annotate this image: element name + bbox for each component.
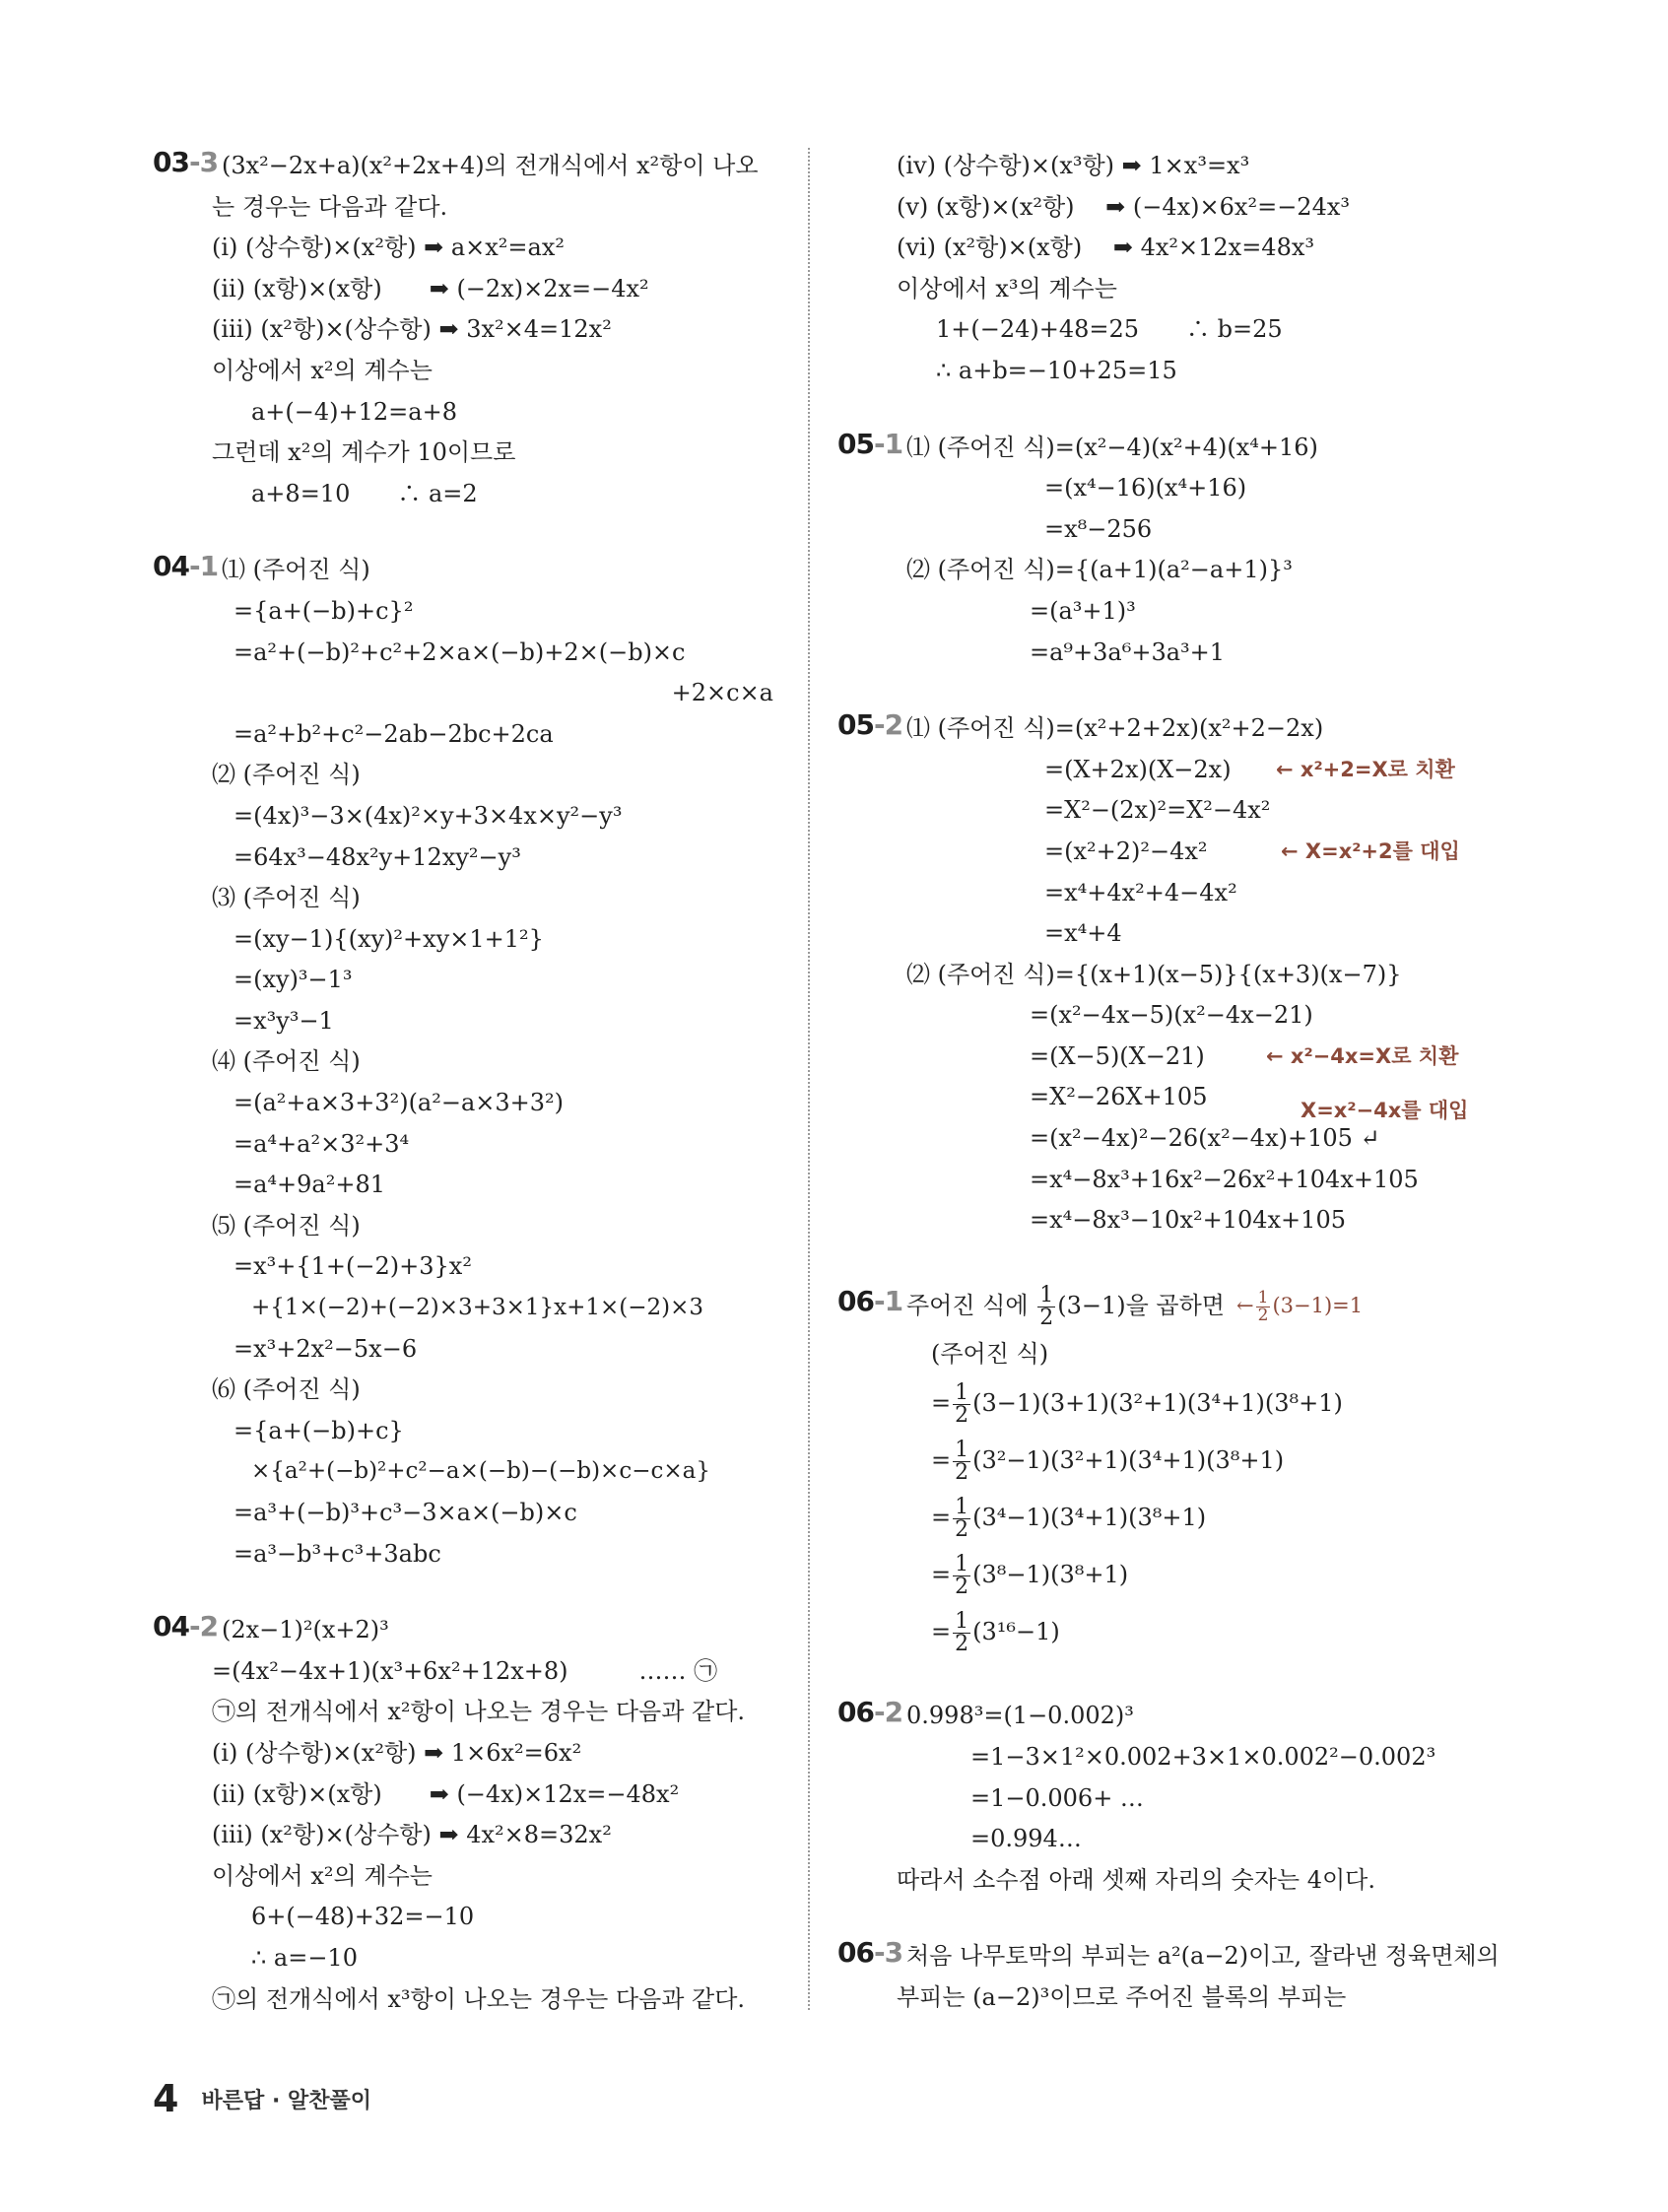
solution-line: =x³y³−1 <box>234 1006 334 1035</box>
solution-line: (ⅵ) (x²항)×(x항) ➡ 4x²×12x=48x³ <box>897 234 1314 262</box>
solution-line: ⑹ (주어진 식) <box>212 1375 361 1404</box>
left-column <box>153 146 783 2020</box>
fraction-half: $\frac{1}{2}$ <box>955 1380 969 1429</box>
solution-line: 6+(−48)+32=−10 <box>251 1903 475 1931</box>
problem-06-1 <box>837 1277 1488 1661</box>
fraction-half: $\frac{1}{2}$ <box>1257 1287 1269 1325</box>
solution-line: (ⅰ) (상수항)×(x²항) ➡ a×x²=ax² <box>212 234 566 262</box>
problem-number: 05-1 <box>837 427 903 460</box>
equation: =(X+2x)(X−2x) <box>1044 755 1232 783</box>
substitution-note: X=x²−4x를 대입 <box>1301 1099 1469 1123</box>
fraction-half: $\frac{1}{2}$ <box>955 1552 969 1600</box>
solution-line: ⑵ (주어진 식)={(a+1)(a²−a+1)}³ <box>906 556 1293 584</box>
solution-line: 이상에서 x²의 계수는 <box>212 1861 433 1890</box>
solution-line: ={a+(−b)+c}² <box>234 596 414 625</box>
solution-line: =a⁴+9a²+81 <box>234 1171 385 1199</box>
solution-line: =(xy)³−1³ <box>234 966 353 994</box>
solution-line: ⑸ (주어진 식) <box>212 1211 361 1240</box>
fraction-half: $\frac{1}{2}$ <box>1039 1282 1054 1330</box>
fraction-half: $\frac{1}{2}$ <box>955 1609 969 1657</box>
problem-05-1 <box>837 428 1488 674</box>
solution-line: =x⁴−8x³+16x²−26x²+104x+105 <box>1030 1165 1419 1193</box>
problem-number: 04-1 <box>153 550 219 583</box>
solution-line: (ⅲ) (x²항)×(상수항) ➡ 4x²×8=32x² <box>212 1821 612 1849</box>
solution-line: 처음 나무토막의 부피는 a²(a−2)이고, 잘라낸 정육면체의 <box>906 1942 1500 1971</box>
substitution-note: ← x²−4x=X로 치환 <box>1266 1043 1459 1068</box>
solution-line: (ⅰ) (상수항)×(x²항) ➡ 1×6x²=6x² <box>212 1738 582 1767</box>
problem-04-2 <box>153 1610 783 2020</box>
solution-line: ⑴ (주어진 식)=(x²+2+2x)(x²+2−2x) <box>906 714 1324 743</box>
solution-line: =x³+{1+(−2)+3}x² <box>234 1252 472 1281</box>
substitution-note: ← X=x²+2를 대입 <box>1281 838 1460 863</box>
solution-line: (ⅳ) (상수항)×(x³항) ➡ 1×x³=x³ <box>897 152 1250 179</box>
solution-line: 는 경우는 다음과 같다. <box>212 192 448 221</box>
solution-line: =a⁹+3a⁶+3a³+1 <box>1030 637 1226 666</box>
footer-title: 바른답 · 알찬풀이 <box>201 2088 371 2113</box>
solution-line: = $\frac{1}{2}$ (3⁸−1)(3⁸+1) <box>931 1552 1129 1600</box>
solution-line: ⑶ (주어진 식) <box>212 884 361 912</box>
solution-line: a+8=10 ∴ a=2 <box>251 479 478 507</box>
fraction-half: $\frac{1}{2}$ <box>955 1495 969 1543</box>
solution-line <box>837 1037 1488 1078</box>
solution-line: =x³+2x²−5x−6 <box>234 1334 418 1363</box>
solution-line: =1−3×1²×0.002+3×1×0.002²−0.002³ <box>970 1743 1436 1772</box>
solution-line: =x⁸−256 <box>1044 514 1153 543</box>
solution-line: =(x⁴−16)(x⁴+16) <box>1044 474 1247 503</box>
problem-number: 03-3 <box>153 146 219 178</box>
solution-line: =a³+(−b)³+c³−3×a×(−b)×c <box>234 1499 577 1526</box>
problem-03-3 <box>153 146 783 514</box>
problem-06-3 <box>837 1936 1500 2018</box>
problem-number: 06-3 <box>837 1936 903 1970</box>
solution-line: 부피는 (a−2)³이므로 주어진 블록의 부피는 <box>897 1983 1347 2011</box>
solution-line: ={a+(−b)+c} <box>234 1416 404 1444</box>
solution-line: =(4x²−4x+1)(x³+6x²+12x+8) …… ㉠ <box>212 1656 718 1685</box>
solution-line: 따라서 소수점 아래 셋째 자리의 숫자는 4이다. <box>897 1865 1375 1894</box>
solution-line: =(a²+a×3+3²)(a²−a×3+3²) <box>234 1089 565 1117</box>
solution-line: ⑷ (주어진 식) <box>212 1047 361 1076</box>
problem-number: 06-1 <box>837 1284 903 1317</box>
solution-line: ㉠의 전개식에서 x²항이 나오는 경우는 다음과 같다. <box>212 1698 746 1726</box>
page-number: 4 <box>153 2077 179 2120</box>
solution-line: a+(−4)+12=a+8 <box>251 397 457 426</box>
problem-number: 04-2 <box>153 1610 219 1643</box>
solution-line <box>837 750 1488 791</box>
solution-line: =0.994… <box>970 1825 1082 1853</box>
solution-line: 1+(−24)+48=25 ∴ b=25 <box>936 315 1283 344</box>
solution-line: (ⅲ) (x²항)×(상수항) ➡ 3x²×4=12x² <box>212 315 612 344</box>
solution-line: =(x²−4x)²−26(x²−4x)+105 ↵ <box>1030 1124 1380 1153</box>
solution-line: ∴ a=−10 <box>251 1943 358 1972</box>
solution-line: (ⅴ) (x항)×(x²항) ➡ (−4x)×6x²=−24x³ <box>897 192 1350 221</box>
solution-line: =a²+(−b)²+c²+2×a×(−b)+2×(−b)×c <box>234 637 686 666</box>
solution-line: = $\frac{1}{2}$ (3¹⁶−1) <box>931 1609 1060 1657</box>
solution-line: =a⁴+a²×3²+3⁴ <box>234 1129 410 1158</box>
problem-06-2 <box>837 1696 1488 1901</box>
equation: =X²−26X+105 <box>1030 1083 1208 1111</box>
solution-line: =(4x)³−3×(4x)²×y+3×4x×y²−y³ <box>234 801 623 830</box>
solution-line <box>837 1077 1488 1123</box>
problem-number: 05-2 <box>837 708 903 742</box>
problem-number: 06-2 <box>837 1696 903 1729</box>
solution-line: ⑵ (주어진 식) <box>212 761 361 789</box>
solution-line: +{1×(−2)+(−2)×3+3×1}x+1×(−2)×3 <box>251 1295 704 1321</box>
solution-line: =x⁴−8x³−10x²+104x+105 <box>1030 1206 1346 1235</box>
solution-line: ⑴ (주어진 식) <box>222 556 370 584</box>
solution-line: =x⁴+4 <box>1044 919 1122 948</box>
multiply-note: ← $\frac{1}{2}$ (3−1)=1 <box>1236 1287 1364 1325</box>
solution-line: ⑴ (주어진 식)=(x²−4)(x²+4)(x⁴+16) <box>906 433 1318 461</box>
solution-line: =(xy−1){(xy)²+xy×1+1²} <box>234 924 544 953</box>
solution-line: 그런데 x²의 계수가 10이므로 <box>212 438 516 467</box>
page-footer <box>153 2077 371 2120</box>
equation: =(x²+2)²−4x² <box>1044 837 1208 865</box>
solution-line: 0.998³=(1−0.002)³ <box>906 1702 1134 1730</box>
solution-line: (2x−1)²(x+2)³ <box>222 1616 389 1644</box>
solution-line: =a³−b³+c³+3abc <box>234 1539 441 1568</box>
solution-line: =1−0.006+ … <box>970 1783 1144 1812</box>
solution-line: =(a³+1)³ <box>1030 596 1136 625</box>
problem-04-1 <box>153 550 783 1575</box>
solution-line: ∴ a+b=−10+25=15 <box>936 356 1177 384</box>
solution-line: ×{a²+(−b)²+c²−a×(−b)−(−b)×c−c×a} <box>251 1458 710 1485</box>
solution-line: =64x³−48x²y+12xy²−y³ <box>234 842 521 871</box>
problem-04-2-continued <box>837 146 1488 392</box>
column-divider <box>808 148 810 2010</box>
solution-line <box>837 832 1488 873</box>
solution-line: (3x²−2x+a)(x²+2x+4)의 전개식에서 x²항이 나오 <box>222 152 759 179</box>
equation: =(X−5)(X−21) <box>1030 1041 1205 1070</box>
solution-line: = $\frac{1}{2}$ (3²−1)(3²+1)(3⁴+1)(3⁸+1) <box>931 1438 1285 1486</box>
solution-line: =(x²−4x−5)(x²−4x−21) <box>1030 1001 1313 1030</box>
solution-line: (ⅱ) (x항)×(x항) ➡ (−2x)×2x=−4x² <box>212 274 649 302</box>
solution-line: 이상에서 x²의 계수는 <box>212 356 433 384</box>
solution-line: = $\frac{1}{2}$ (3⁴−1)(3⁴+1)(3⁸+1) <box>931 1495 1207 1543</box>
solution-line: 이상에서 x³의 계수는 <box>897 274 1117 302</box>
solution-line: (ⅱ) (x항)×(x항) ➡ (−4x)×12x=−48x² <box>212 1779 680 1808</box>
solution-line: +2×c×a <box>671 679 773 707</box>
solution-line: =a²+b²+c²−2ab−2bc+2ca <box>234 719 554 748</box>
substitution-note: ← x²+2=X로 치환 <box>1276 757 1455 781</box>
solution-line: =x⁴+4x²+4−4x² <box>1044 878 1237 906</box>
solution-line: = $\frac{1}{2}$ (3−1)(3+1)(3²+1)(3⁴+1)(3⁸+1) <box>931 1380 1343 1429</box>
fraction-half: $\frac{1}{2}$ <box>955 1438 969 1486</box>
solution-line: 주어진 식에 $\frac{1}{2}$ (3−1)을 곱하면 ← $\frac{1}{2}$ (3−1)=1 <box>837 1277 1488 1334</box>
solution-line: ⑵ (주어진 식)={(x+1)(x−5)}{(x+3)(x−7)} <box>906 960 1402 988</box>
problem-05-2 <box>837 708 1488 1241</box>
right-column <box>837 146 1500 2019</box>
solution-line: ㉠의 전개식에서 x³항이 나오는 경우는 다음과 같다. <box>212 1984 746 2013</box>
solution-line: =X²−(2x)²=X²−4x² <box>1044 796 1271 825</box>
solution-line: (주어진 식) <box>931 1339 1049 1368</box>
